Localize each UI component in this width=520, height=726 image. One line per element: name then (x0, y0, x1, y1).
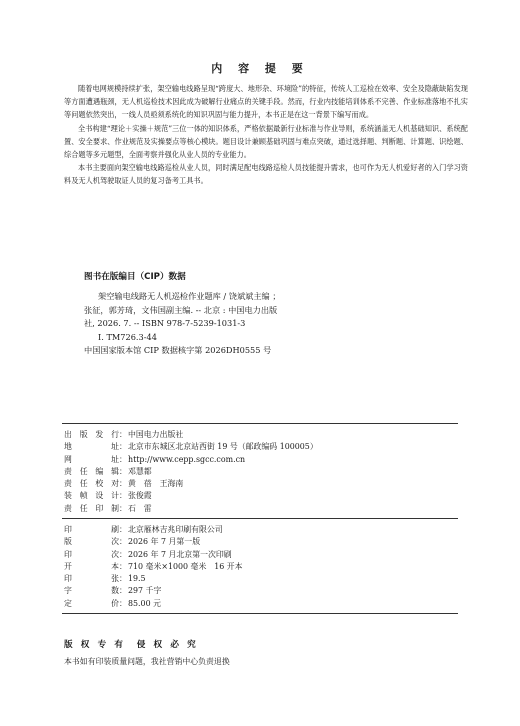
cip-title: 图书在版编目（CIP）数据 (84, 272, 186, 282)
printing-row: 定价 ： 85.00 元 (64, 598, 454, 610)
row-label: 地址 (64, 442, 119, 452)
summary-paragraph-3: 本书主要面向架空输电线路巡检从业人员，同时满足配电线路巡检人员技能提升需求，也可作为无人机爱好者的入门学习资料及无人机驾驶取证人员的复习备考工具书。 (64, 163, 468, 186)
row-label: 责任编辑 (64, 466, 119, 476)
cip-line-5: 中国国家版本馆 CIP 数据核字第 2026DH0555 号 (84, 345, 272, 356)
row-label: 印次 (64, 549, 119, 559)
row-label: 印张 (64, 574, 119, 584)
row-value: http://www.cepp.sgcc.com.cn (128, 454, 246, 464)
row-label: 装帧设计 (64, 491, 119, 501)
printing-info (64, 524, 454, 610)
summary-paragraph-2: 全书构建“理论＋实操＋规范”三位一体的知识体系，严格依据最新行业标准与作业导则，系统涵盖无人机基础知识、系统配置、安全要求、作业规范及实操要点等核心模块。题目设计兼顾基础巩固与难点突破，通过选择题、判断题、计算题、识绘题、综合题等多元题型，全面考察并强化从业人员的专业能力。 (64, 123, 468, 160)
row-value: 85.00 元 (128, 598, 161, 608)
publication-row: 地址 ： 北京市东城区北京站西街 19 号（邮政编码 100005） (64, 441, 454, 453)
row-value: 19.5 (128, 574, 146, 584)
divider-bottom (62, 613, 458, 614)
row-value: 黄 蓓 王海南 (128, 479, 184, 489)
publication-row: 装帧设计 ： 张俊霞 (64, 490, 454, 502)
publication-row: 责任编辑 ： 邓慧都 (64, 466, 454, 478)
publication-row: 责任校对 ： 黄 蓓 王海南 (64, 478, 454, 490)
row-value: 北京雁林吉兆印刷有限公司 (128, 525, 223, 534)
cip-line-1: 架空输电线路无人机巡检作业题库 / 饶斌斌主编 ； (98, 291, 281, 301)
row-label: 字数 (64, 586, 119, 596)
printing-row: 印张 ： 19.5 (64, 573, 454, 585)
row-label: 开本 (64, 561, 119, 571)
publication-row: 出版发行 ： 中国电力出版社 (64, 429, 454, 441)
cip-line-3: 社, 2026. 7. -- ISBN 978-7-5239-1031-3 (84, 318, 246, 329)
printing-row: 开本 ： 710 毫米×1000 毫米 16 开本 (64, 561, 454, 573)
cip-line-4: Ⅰ. TM726.3-44 (98, 331, 157, 342)
divider-top (62, 423, 458, 424)
printing-row: 印次 ： 2026 年 7 月北京第一次印刷 (64, 549, 454, 561)
row-label: 印刷 (64, 525, 119, 534)
row-value: 2026 年 7 月第一版 (128, 537, 201, 547)
publication-info (64, 429, 454, 515)
divider-middle (62, 518, 458, 519)
publication-row: 网址 ： http://www.cepp.sgcc.com.cn (64, 454, 454, 466)
row-value: 张俊霞 (128, 491, 152, 501)
publication-row: 责任印制 ： 石 雷 (64, 503, 454, 515)
printing-row: 印刷 ： 北京雁林吉兆印刷有限公司 (64, 524, 454, 536)
row-label: 定价 (64, 598, 119, 608)
row-value: 297 千字 (128, 586, 162, 596)
summary-section (64, 82, 468, 188)
printing-row: 字数 ： 297 千字 (64, 585, 454, 597)
row-value: 2026 年 7 月北京第一次印刷 (128, 549, 232, 559)
row-label: 责任印制 (64, 503, 119, 513)
row-label: 网址 (64, 454, 119, 464)
row-label: 责任校对 (64, 479, 119, 489)
cip-line-2: 张征，郭芳琦，文伟国副主编. -- 北京 : 中国电力出版 (84, 304, 278, 315)
cip-block (84, 290, 439, 358)
row-value: 邓慧都 (128, 466, 152, 476)
row-value: 北京市东城区北京站西街 19 号（邮政编码 100005） (128, 442, 318, 452)
copyright-title: 版 权 专 有 侵 权 必 究 (64, 640, 199, 650)
row-label: 版次 (64, 537, 119, 547)
row-label: 出版发行 (64, 430, 119, 439)
copyright-note: 本书如有印装质量问题，我社营销中心负责退换 (64, 657, 230, 666)
summary-title: 内 容 提 要 (211, 62, 309, 75)
row-value: 石 雷 (128, 503, 152, 513)
row-value: 中国电力出版社 (128, 430, 184, 439)
printing-row: 版次 ： 2026 年 7 月第一版 (64, 536, 454, 548)
summary-paragraph-1: 随着电网规模持续扩张，架空输电线路呈现“跨度大、地形杂、环境险”的特征，传统人工巡检在效率、安全及隐蔽缺陷发现等方面遭遇瓶颈，无人机巡检技术因此成为破解行业痛点的关键手段。然而，行业内技能培训体系不完善、作业标准落地不扎实等问题依然突出，一线人员亟须系统化的知识巩固与能力提升，本书正是在这一背景下编写而成。 (64, 84, 468, 120)
row-value: 710 毫米×1000 毫米 16 开本 (128, 561, 243, 571)
